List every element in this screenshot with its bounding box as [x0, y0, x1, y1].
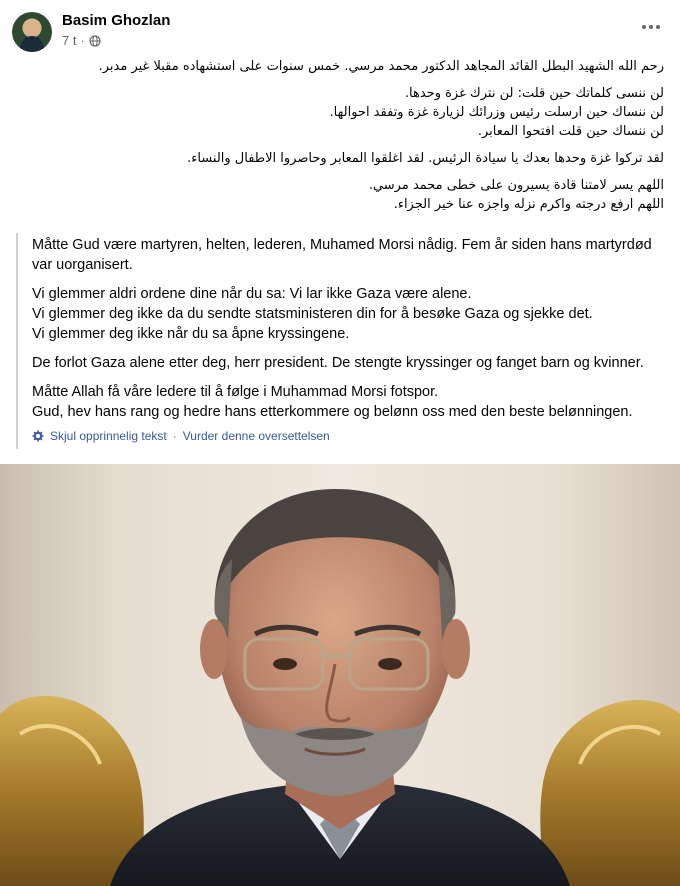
original-line: اللهم يسر لامتنا قادة يسيرون على خطى محمد مرسي. [368, 178, 664, 193]
original-paragraph-4 [16, 176, 664, 214]
meta-separator: · [80, 33, 85, 48]
original-paragraph-1: رحم الله الشهيد البطل القائد المجاهد الدكتور محمد مرسي. خمس سنوات على استشهاده مقبلا غير مدبر. [98, 59, 664, 74]
rate-translation-link[interactable]: Vurder denne oversettelsen [182, 429, 330, 443]
more-options-icon[interactable] [634, 14, 668, 40]
translation-footer [32, 429, 330, 443]
post-text-original [16, 57, 664, 222]
avatar[interactable] [12, 12, 52, 52]
post-time[interactable]: 7 t [62, 33, 77, 48]
globe-icon [89, 35, 101, 47]
original-line: اللهم ارفع درجته واكرم نزله واجزه عنا خير الجزاء. [393, 197, 664, 212]
post-photo[interactable] [0, 464, 680, 886]
translation-line: Gud, hev hans rang og hedre hans etterkommere og belønn oss med den beste belønningen. [32, 404, 633, 420]
post-header [12, 8, 668, 54]
translation-paragraph-1: Måtte Gud være martyren, helten, lederen, Muhamed Morsi nådig. Fem år siden hans martyrdød var uorganisert. [32, 237, 652, 273]
author-name[interactable]: Basim Ghozlan [62, 12, 171, 29]
original-line: لن ننساك حين قلت افتحوا المعابر. [477, 124, 664, 139]
post-meta [62, 33, 101, 48]
original-paragraph-2 [16, 84, 664, 141]
translation-line: Vi glemmer deg ikke da du sendte statsministeren din for å besøke Gaza og sjekke det. [32, 306, 593, 322]
gear-icon [32, 430, 44, 442]
translation-paragraph-2 [32, 284, 664, 344]
translated-text [16, 233, 664, 449]
footer-separator: · [172, 429, 177, 443]
translation-paragraph-4 [32, 382, 664, 422]
hide-original-link[interactable]: Skjul opprinnelig tekst [50, 429, 167, 443]
portrait-illustration [0, 464, 680, 886]
translation-line: Måtte Allah få våre ledere til å følge i Muhammad Morsi fotspor. [32, 384, 439, 400]
translation-paragraph-3: De forlot Gaza alene etter deg, herr president. De stengte kryssinger og fanget barn og kvinner. [32, 355, 644, 371]
translation-line: Vi glemmer aldri ordene dine når du sa: Vi lar ikke Gaza være alene. [32, 286, 472, 302]
original-line: لن ننسى كلماتك حين قلت: لن نترك غزة وحدها. [404, 86, 664, 101]
original-line: لن ننساك حين ارسلت رئيس وزرائك لزيارة غزة وتفقد احوالها. [329, 105, 664, 120]
translation-line: Vi glemmer deg ikke når du sa åpne kryssingene. [32, 326, 350, 342]
original-paragraph-3: لقد تركوا غزة وحدها بعدك يا سيادة الرئيس. لقد اغلقوا المعابر وحاصروا الاطفال والنساء. [187, 151, 664, 166]
